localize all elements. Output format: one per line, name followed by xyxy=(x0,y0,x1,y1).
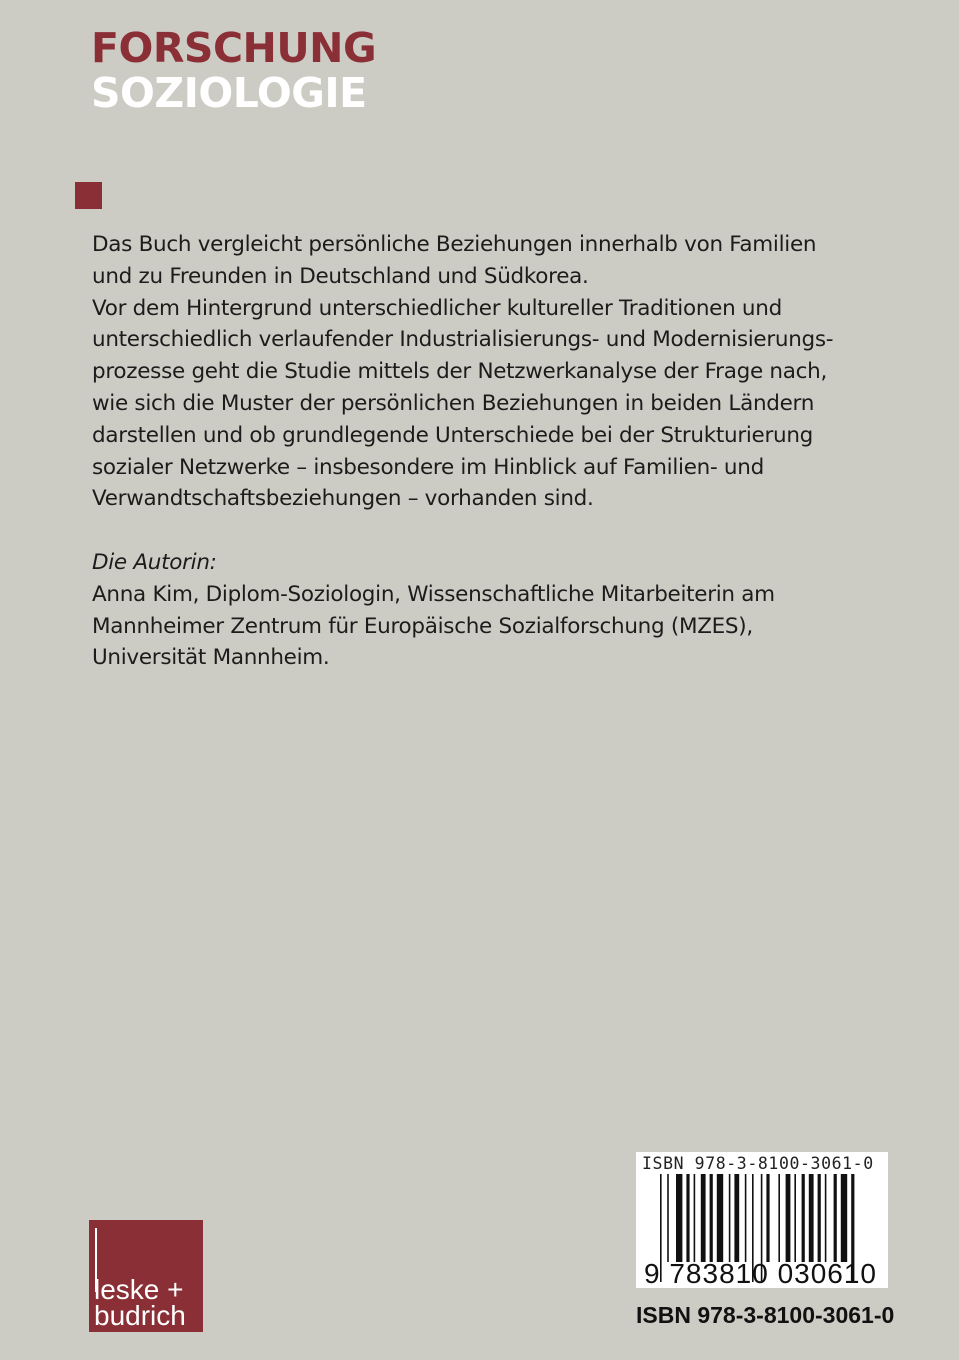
isbn-label: ISBN 978-3-8100-3061-0 xyxy=(636,1302,895,1328)
barcode-bar xyxy=(686,1174,689,1262)
barcode-bar xyxy=(794,1174,796,1262)
barcode-bar xyxy=(786,1174,791,1262)
barcode-bar xyxy=(729,1174,731,1262)
description-line: Verwandtschaftsbeziehungen – vorhanden sind. xyxy=(92,486,594,512)
barcode-bar xyxy=(809,1174,814,1262)
barcode-bar xyxy=(734,1174,739,1262)
author-heading: Die Autorin: xyxy=(92,549,217,575)
barcode-bar xyxy=(676,1174,682,1262)
description-line: Das Buch vergleicht persönliche Beziehungen innerhalb von Familien xyxy=(92,232,817,257)
barcode-bar xyxy=(818,1174,821,1262)
barcode-bar xyxy=(766,1174,769,1262)
blurb xyxy=(92,229,833,674)
barcode-isbn-text: ISBN 978-3-8100-3061-0 xyxy=(642,1154,874,1173)
barcode-bar xyxy=(745,1174,747,1262)
barcode-bar xyxy=(841,1174,847,1262)
barcode-bar xyxy=(694,1174,696,1262)
barcode-bar xyxy=(701,1174,706,1262)
barcode xyxy=(636,1152,888,1288)
author-line: Mannheimer Zentrum für Europäische Sozialforschung (MZES), xyxy=(92,613,753,639)
publisher-line1: leske + xyxy=(94,1274,184,1305)
author-line: Anna Kim, Diplom-Soziologin, Wissenschaftliche Mitarbeiterin am xyxy=(92,581,775,607)
publisher-logo xyxy=(89,1220,203,1332)
barcode-bar xyxy=(710,1174,713,1262)
description-line: unterschiedlich verlaufender Industrialisierungs- und Modernisierungs- xyxy=(92,327,834,353)
barcode-bar xyxy=(825,1174,827,1262)
barcode-bar xyxy=(667,1174,669,1262)
author-line: Universität Mannheim. xyxy=(92,645,330,671)
description-line: wie sich die Muster der persönlichen Beziehungen in beiden Ländern xyxy=(92,390,815,416)
barcode-bar xyxy=(834,1174,837,1262)
publisher-line2: budrich xyxy=(94,1300,186,1331)
description-line: darstellen und ob grundlegende Unterschiede bei der Strukturierung xyxy=(92,422,814,448)
description-line: Vor dem Hintergrund unterschiedlicher kultureller Traditionen und xyxy=(92,295,782,321)
accent-square xyxy=(75,182,102,209)
description-line: prozesse geht die Studie mittels der Netzwerkanalyse der Frage nach, xyxy=(92,359,827,385)
barcode-bar xyxy=(778,1174,780,1262)
series-line-forschung: FORSCHUNG xyxy=(91,24,377,72)
series-line-soziologie: SOZIOLOGIE xyxy=(91,69,367,117)
description-line: sozialer Netzwerke – insbesondere im Hinblick auf Familien- und xyxy=(92,454,764,480)
barcode-bar xyxy=(802,1174,805,1262)
description-line: und zu Freunden in Deutschland und Südkorea. xyxy=(92,263,589,289)
barcode-digits: 9 783810 030610 xyxy=(644,1258,877,1289)
series-title xyxy=(91,26,376,116)
barcode-bar xyxy=(717,1174,723,1262)
